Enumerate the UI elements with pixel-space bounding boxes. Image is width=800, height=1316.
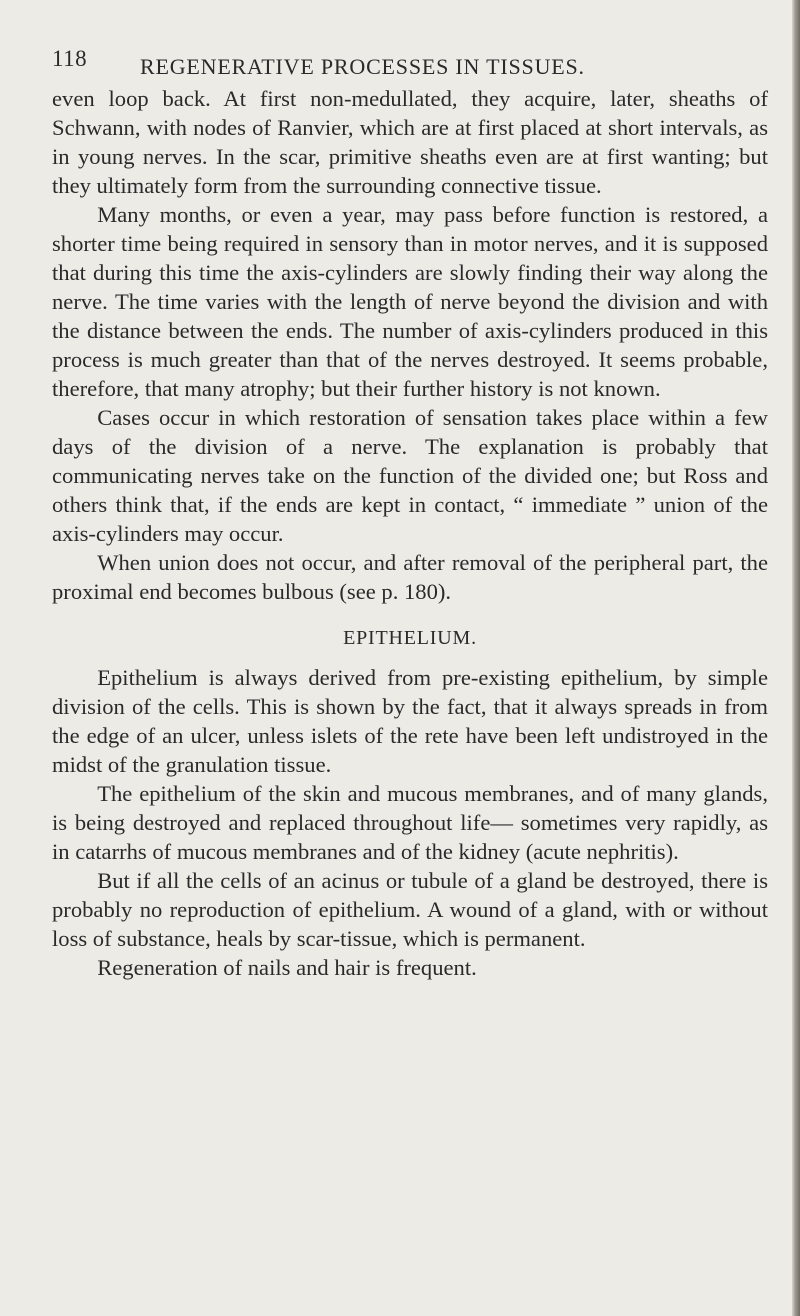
paragraph-1: even loop back. At first non-medullated, they acquire, later, sheaths of Schwann, with nodes of Ranvier, which are at first placed at short intervals, as in young nerves. In the scar, primitive sheaths even are at first wanting; but they ultimately form from the surrounding connective tissue.	[52, 86, 768, 198]
page-number: 118	[52, 46, 88, 71]
section-paragraph-2: The epithelium of the skin and mucous membranes, and of many glands, is being destroyed and replaced throughout life— sometimes very rapidly, as in catarrhs of mucous membranes and of the kidney (acute nephritis).	[52, 781, 768, 864]
section-paragraph-1: Epithelium is always derived from pre-existing epithelium, by simple division of the cells. This is shown by the fact, that it always spreads in from the edge of an ulcer, unless islets of the rete have been left undistroyed in the midst of the granulation tissue.	[52, 665, 768, 777]
section-heading: EPITHELIUM.	[343, 627, 477, 649]
body-text	[52, 84, 768, 982]
section-paragraph-3: But if all the cells of an acinus or tubule of a gland be destroyed, there is probably no reproduction of epithelium. A wound of a gland, with or without loss of substance, heals by scar-tissue, which is permanent.	[52, 868, 768, 951]
paragraph-2: Many months, or even a year, may pass before function is restored, a shorter time being required in sensory than in motor nerves, and it is supposed that during this time the axis-cylinders are slowly finding their way along the nerve. The time varies with the length of nerve beyond the division and with the distance between the ends. The number of axis-cylinders produced in this process is much greater than that of the nerves destroyed. It seems probable, therefore, that many atrophy; but their further history is not known.	[52, 202, 768, 401]
paragraph-4: When union does not occur, and after removal of the peripheral part, the proximal end becomes bulbous (see p. 180).	[52, 550, 768, 604]
running-title: REGENERATIVE PROCESSES IN TISSUES.	[140, 54, 585, 79]
page-edge-shadow	[792, 0, 800, 1316]
paragraph-3: Cases occur in which restoration of sensation takes place within a few days of the division of a nerve. The explanation is probably that communicating nerves take on the function of the divided one; but Ross and others think that, if the ends are kept in contact, “ immediate ” union of the axis-cylinders may occur.	[52, 405, 768, 546]
running-head	[52, 46, 772, 86]
section-paragraph-4: Regeneration of nails and hair is frequent.	[97, 955, 477, 980]
